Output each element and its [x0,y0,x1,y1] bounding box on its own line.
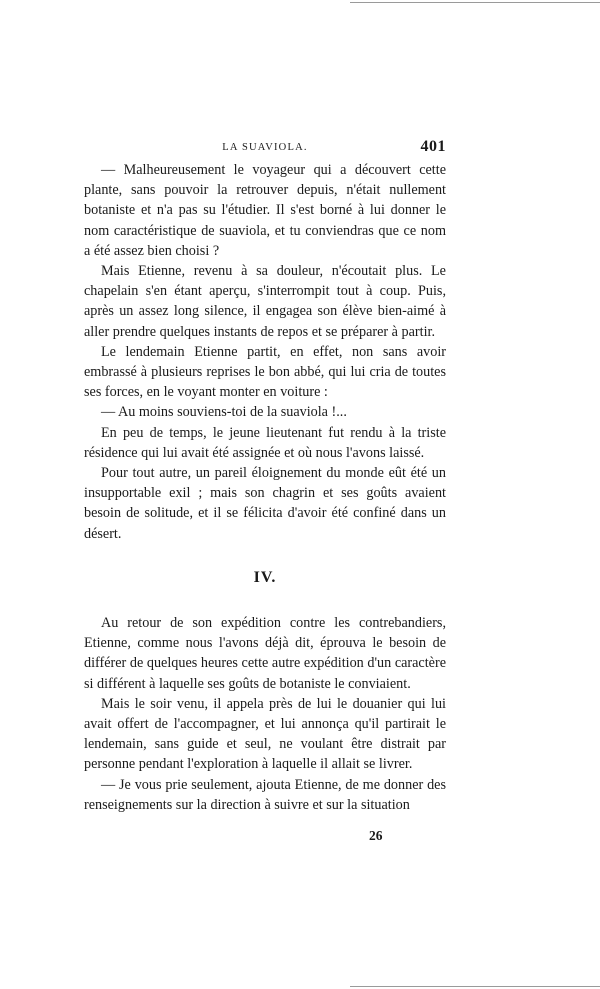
paragraph: Pour tout autre, un pareil éloignement du monde eût été un insupportable exil ; mais son chagrin et ses goûts avaient besoin de solitude, et il se félicita d'avoir été confiné dans un désert. [84,465,446,542]
body-text [84,160,446,815]
section-title: IV. [253,568,277,586]
paragraph: — Malheureusement le voyageur qui a découvert cette plante, sans pouvoir la retrouver depuis, n'était nullement botaniste et n'a pas su l'étudier. Il s'est borné à lui donner le nom caractéristique de suaviola, et tu conviendras que ce nom a été assez bien choisi ? [84,162,446,259]
page-header [84,138,446,160]
paragraph: En peu de temps, le jeune lieutenant fut rendu à la triste résidence qui lui avait été assignée et où nous l'avons laissé. [84,424,446,461]
printer-signature: 26 [369,828,383,843]
page-edge-top [350,2,600,3]
paragraph: Au retour de son expédition contre les contrebandiers, Etienne, comme nous l'avons déjà dit, éprouva le besoin de différer de quelques heures cette autre expédition d'un caractère si différent à laquelle ses goûts de botaniste le conviaient. [84,615,446,692]
page-edge-bottom [350,986,600,987]
running-head: LA SUAVIOLA. [222,142,308,153]
page-number: 401 [420,138,446,155]
paragraph: — Je vous prie seulement, ajouta Etienne, de me donner des renseignements sur la direction à suivre et sur la situation [84,776,446,813]
paragraph: Mais Etienne, revenu à sa douleur, n'écoutait plus. Le chapelain s'en étant aperçu, s'interrompit tout à coup. Puis, après un assez long silence, il engagea son élève bien-aimé à aller prendre quelques instants de repos et se préparer à partir. [84,263,446,340]
paragraph: Mais le soir venu, il appela près de lui le douanier qui lui avait offert de l'accompagner, et lui annonça qu'il partirait le lendemain, sans guide et seul, ne voulant être distrait par personne pendant l'exploration à laquelle il allait se livrer. [84,695,446,773]
paragraph: Le lendemain Etienne partit, en effet, non sans avoir embrassé à plusieurs reprises le bon abbé, qui lui cria de toutes ses forces, en le voyant monter en voiture : [84,343,446,401]
paragraph: — Au moins souviens-toi de la suaviola !... [101,404,347,421]
